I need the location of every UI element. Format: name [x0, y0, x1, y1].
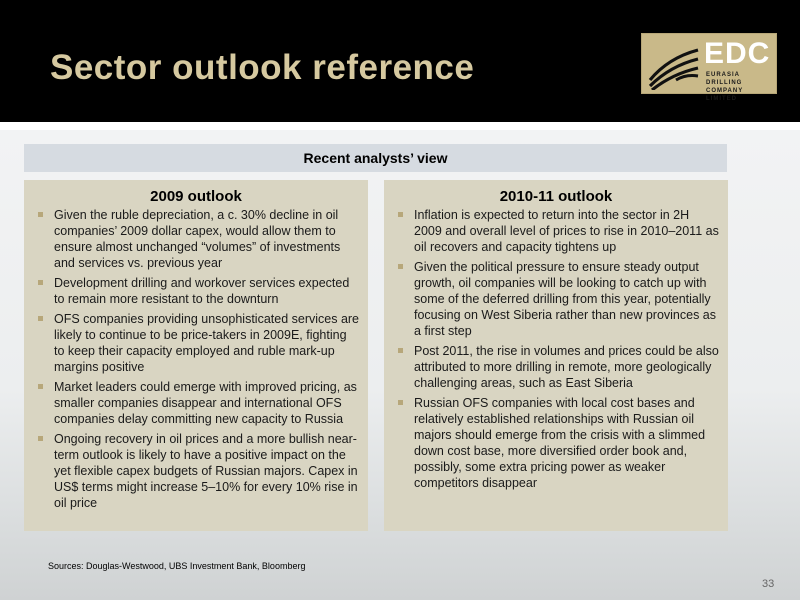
list-item [396, 395, 720, 491]
bullet-icon [398, 400, 403, 405]
logo-name: EDC [704, 37, 771, 70]
list-item [396, 207, 720, 255]
page-number: 33 [762, 578, 775, 590]
bullet-icon [398, 212, 403, 217]
slide-title: Sector outlook reference [50, 48, 475, 87]
list-item-text: Market leaders could emerge with improved pricing, as smaller companies disappear and international OFS companies delay committing new capacity to Russia [54, 380, 357, 426]
list-item [36, 275, 360, 307]
bullet-icon [398, 264, 403, 269]
list-item [36, 431, 360, 511]
panel-heading: 2010-11 outlook [499, 188, 613, 205]
panel-heading: 2009 outlook [150, 188, 242, 205]
bullet-icon [38, 436, 43, 441]
list-item [36, 207, 360, 271]
list-item-text: Development drilling and workover services expected to remain more resistant to the downturn [54, 276, 350, 306]
logo-subtitle: EURASIA DRILLING COMPANY LIMITED [706, 72, 744, 102]
list-item-text: Inflation is expected to return into the sector in 2H 2009 and overall level of prices to rise in 2010–2011 as oil recovers and capacity tightens up [414, 208, 719, 254]
panel-2010-11-outlook [384, 180, 728, 531]
list-item-text: Ongoing recovery in oil prices and a more bullish near-term outlook is likely to have a positive impact on the yet flexible capex budgets of Russian majors. Capex in US$ terms might increase 5–10% for every 10% rise in oil price [54, 432, 358, 510]
list-item-text: Post 2011, the rise in volumes and prices could be also attributed to more drilling in remote, more geologically challenging areas, such as East Siberia [414, 344, 719, 390]
bullet-icon [398, 348, 403, 353]
logo-swoosh-icon [646, 40, 700, 90]
list-item [396, 343, 720, 391]
bullet-list [384, 207, 728, 491]
panel-2009-outlook [24, 180, 368, 531]
list-item [396, 259, 720, 339]
bullet-icon [38, 316, 43, 321]
bullet-list [24, 207, 368, 511]
list-item [36, 379, 360, 427]
list-item [36, 311, 360, 375]
bullet-icon [38, 384, 43, 389]
list-item-text: OFS companies providing unsophisticated services are likely to continue to be price-takers in 2009E, fighting to keep their capacity employed and ruble mark-up margins positive [54, 312, 360, 374]
bullet-icon [38, 212, 43, 217]
list-item-text: Russian OFS companies with local cost bases and relatively established relationships with Russian oil majors should emerge from the crisis with a slimmed down cost base, more diversified order book and, possibly, some extra pricing power as weaker competitors disappear [414, 396, 706, 490]
bullet-icon [38, 280, 43, 285]
section-header: Recent analysts’ view [24, 144, 727, 172]
list-item-text: Given the political pressure to ensure steady output growth, oil companies will be looking to catch up with some of the deferred drilling from this year, potentially focusing on West Siberia rather than new provinces as a first step [414, 260, 717, 338]
list-item-text: Given the ruble depreciation, a c. 30% decline in oil companies’ 2009 dollar capex, would allow them to ensure almost unchanged “volumes” of investments and services vs. previous year [54, 208, 341, 270]
company-logo [641, 33, 777, 102]
sources-note: Sources: Douglas-Westwood, UBS Investment Bank, Bloomberg [48, 561, 306, 571]
